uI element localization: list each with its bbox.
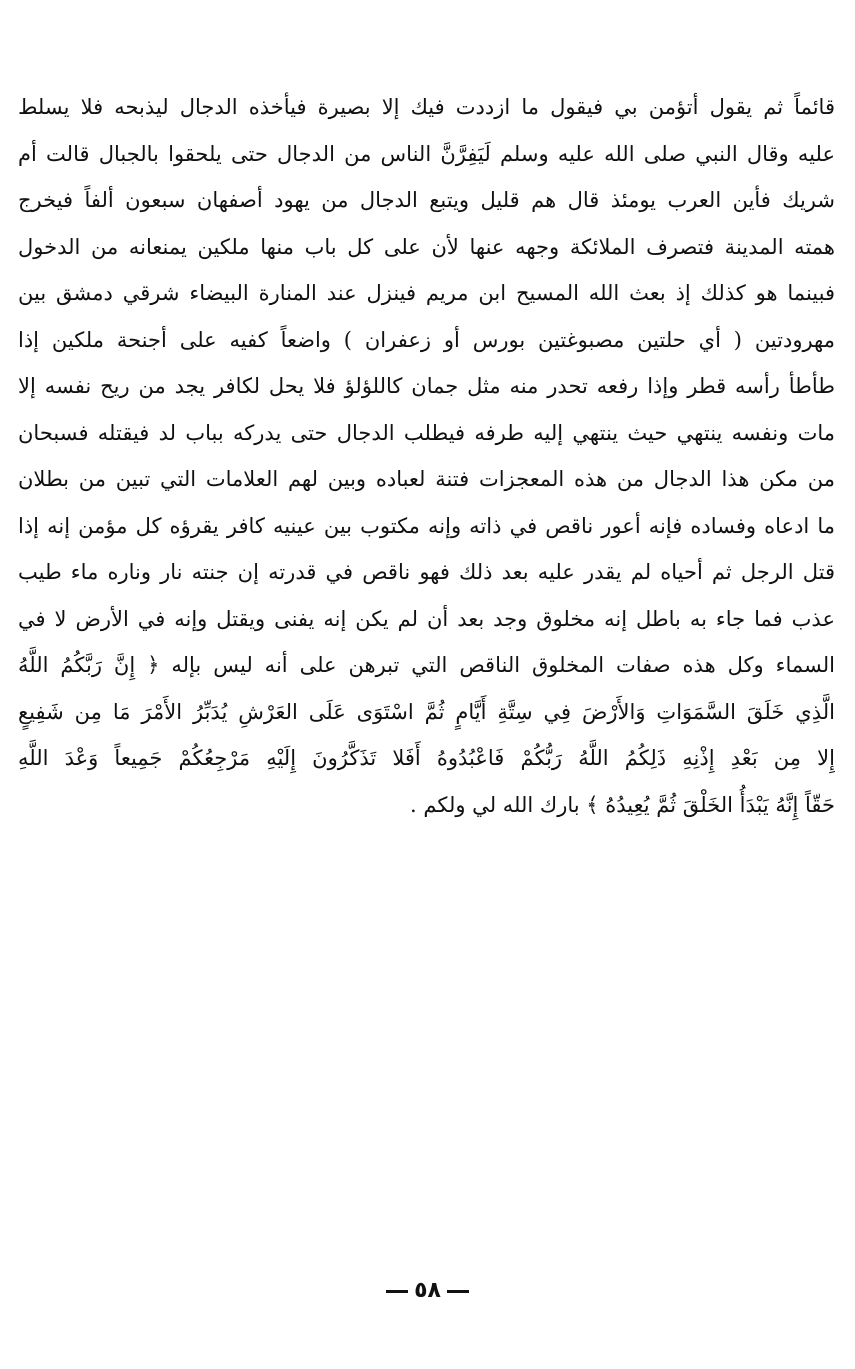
text-line-6: مهرودتين ( أي حلتين مصبوغتين بورس أو زعفران ) واضعاً كفيه على أجنحة ملكين إذا xyxy=(18,327,835,352)
text-line-12: عذب فما جاء به باطل إنه مخلوق وجد بعد أن لم يكن إنه يفنى ويقتل وإنه في الأرض لا في xyxy=(18,606,835,631)
text-line-2: عليه وقال النبي صلى الله عليه وسلم لَيَفِرَّنَّ الناس من الدجال حتى يلحقوا بالجبال قالت أم xyxy=(18,141,835,166)
text-line-11: قتل الرجل ثم أحياه لم يقدر عليه بعد ذلك فهو ناقص في قدرته إن جنته نار وناره ماء طيب xyxy=(18,560,835,584)
body-text xyxy=(18,84,835,828)
text-line-15: إِلا مِن بَعْدِ إِذْنِهِ ذَلِكُمُ اللَّهُ رَبُّكُمْ فَاعْبُدُوهُ أَفَلا تَذَكَّرُونَ إِلَيْهِ مَرْجِعُكُمْ جَمِيعاً وَعْدَ اللَّهِ xyxy=(18,746,835,770)
text-line-13: السماء وكل هذه صفات المخلوق الناقص التي تبرهن على أنه ليس بإله ﴿ إِنَّ رَبَّكُمُ اللَّهُ xyxy=(18,653,835,677)
text-line-9: من مكن هذا الدجال من هذه المعجزات فتنة لعباده وبين لهم العلامات التي تبين من بطلان xyxy=(18,467,835,491)
page-number: ٥٨ xyxy=(414,1278,441,1303)
text-line-10: ما ادعاه وفساده فإنه أعور ناقص في ذاته وإنه مكتوب بين عينيه كافر يقرؤه كل مؤمن إنه إذا xyxy=(18,513,835,538)
text-line-14: الَّذِي خَلَقَ السَّمَوَاتِ وَالأَرْضَ فِي سِتَّةِ أَيَّامٍ ثُمَّ اسْتَوَى عَلَى العَرْشِ يُدَبِّرُ الأَمْرَ مَا مِن شَفِيعٍ xyxy=(18,699,835,724)
text-line-1: قائماً ثم يقول أتؤمن بي فيقول ما ازددت فيك إلا بصيرة فيأخذه الدجال ليذبحه فلا يسلط xyxy=(18,95,835,119)
text-line-4: همته المدينة فتصرف الملائكة وجهه عنها لأن على كل باب منها ملكين يمنعانه من الدخول xyxy=(18,234,835,259)
text-line-16: حَقّاً إِنَّهُ يَبْدَأُ الخَلْقَ ثُمَّ يُعِيدُهُ ﴾ بارك الله لي ولكم . xyxy=(410,792,835,817)
text-line-3: شريك فأين العرب يومئذ قال هم قليل ويتبع الدجال من يهود أصفهان سبعون ألفاً فيخرج xyxy=(18,188,835,212)
text-line-5: فبينما هو كذلك إذ بعث الله المسيح ابن مريم فينزل عند المنارة البيضاء شرقي دمشق بين xyxy=(18,281,835,305)
dash-decoration-left xyxy=(447,1290,469,1293)
text-line-7: طأطأ رأسه قطر وإذا رفعه تحدر منه مثل جمان كاللؤلؤ فلا يحل لكافر يجد من ريح نفسه إلا xyxy=(18,374,835,398)
page-number-footer xyxy=(0,1278,855,1303)
text-line-8: مات ونفسه ينتهي حيث ينتهي إليه طرفه فيطلب الدجال حتى يدركه بباب لد فيقتله فسبحان xyxy=(18,420,835,445)
dash-decoration-right xyxy=(386,1290,408,1293)
